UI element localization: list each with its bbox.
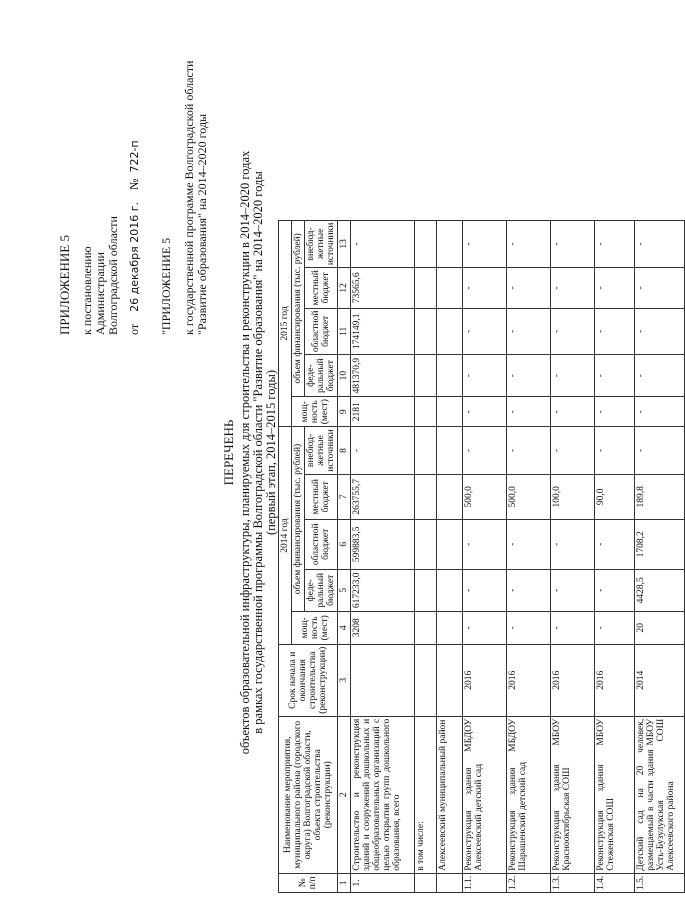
object-name: Строительство и реконструкция зданий и сооружений дошкольных и общеобразовательных организаций с целью открытия групп дошкольного образования, всего [351,716,415,873]
value-cell: - [507,427,551,474]
construction-term: 2016 [463,644,507,716]
value-cell [437,611,463,644]
value-cell: - [551,355,595,397]
value-cell: 189,8 [635,474,685,519]
value-cell: - [595,268,635,308]
column-number: 3 [338,644,351,716]
value-cell: 500,0 [507,474,551,519]
date-line: от 26 декабря 2016 г. № 722-п [127,140,141,335]
column-number: 5 [338,569,351,611]
value-cell: - [595,397,635,427]
regional-header: областной бюджет [305,519,338,569]
value-cell: - [507,220,551,267]
object-name: Реконструкция здания МБДОУ Шарашенский детский сад [507,716,551,873]
program-name: "Развитие образования" на 2014–2020 годы [195,113,209,335]
table-body [351,220,685,892]
value-cell: 4428,5 [635,569,685,611]
objects-table [278,220,685,893]
value-cell: - [463,569,507,611]
value-cell [437,220,463,267]
regional-header: областной бюджет [305,308,338,355]
program-header [160,61,209,335]
row-number [415,873,437,892]
table-row [463,220,507,892]
decree-line: к постановлению [80,246,94,335]
object-name: Алексеевский муниципальный район [437,716,463,873]
capacity-header: мощ-ность (мест) [292,611,338,644]
row-number: 1. [351,873,415,892]
value-cell: - [507,569,551,611]
value-cell [415,397,437,427]
value-cell: - [595,611,635,644]
value-cell: 90,0 [595,474,635,519]
funding-header: объем финансирования (тыс. рублей) [292,220,305,396]
program-line: к государственной программе Волгоградской области [182,60,196,335]
value-cell: - [595,519,635,569]
construction-term: 2016 [595,644,635,716]
appendix-label: ПРИЛОЖЕНИЕ 5 [57,235,72,335]
value-cell: - [463,355,507,397]
value-cell [437,427,463,474]
column-number: 11 [338,308,351,355]
value-cell: - [551,268,595,308]
col-term-header: Срок начала и окончания строительства (реконструкции) [279,644,338,716]
column-number: 6 [338,519,351,569]
value-cell [415,268,437,308]
value-cell: - [551,427,595,474]
object-name: Реконструкция здания МБОУ Стеженская СОШ [595,716,635,873]
value-cell: - [351,427,415,474]
value-cell: - [635,268,685,308]
value-cell: - [463,611,507,644]
value-cell: 481370,9 [351,355,415,397]
value-cell [415,308,437,355]
value-cell: - [507,268,551,308]
value-cell [437,308,463,355]
construction-term: 2016 [551,644,595,716]
table-row [551,220,595,892]
value-cell: - [595,427,635,474]
value-cell: - [351,220,415,267]
value-cell: - [551,519,595,569]
construction-term: 2016 [507,644,551,716]
value-cell: - [551,397,595,427]
approval-header [58,140,141,335]
value-cell: - [463,427,507,474]
value-cell: - [595,308,635,355]
value-cell [437,397,463,427]
document-title [222,0,278,905]
value-cell: 3208 [351,611,415,644]
year-2015-header: 2015 год [279,220,292,427]
table-row [507,220,551,892]
value-cell: - [463,220,507,267]
extrabudget-header: внебюд-жетные источники [305,427,338,474]
value-cell: 100,0 [551,474,595,519]
title-line-2: в рамках государственной программы Волгоградской области "Развитие образования" на 2014–2020 годы [251,171,265,734]
value-cell [415,474,437,519]
decree-number: 722-п [128,140,141,173]
construction-term [437,644,463,716]
value-cell: - [635,308,685,355]
value-cell: - [463,268,507,308]
title-line-3: (первый этап, 2014–2015 годы) [264,369,278,536]
local-header: местный бюджет [305,268,338,308]
region-line: Волгоградской области [106,216,120,335]
object-name: Реконструкция здания МБОУ Краснооктябрьская СОШ [551,716,595,873]
local-header: местный бюджет [305,474,338,519]
value-cell: - [463,397,507,427]
value-cell: - [507,611,551,644]
construction-term [415,644,437,716]
federal-header: феде-ральный бюджет [305,569,338,611]
value-cell: 263755,7 [351,474,415,519]
value-cell [437,569,463,611]
value-cell [415,611,437,644]
funding-header: объем финансирования (тыс. рублей) [292,427,305,611]
value-cell [415,220,437,267]
column-number: 2 [338,716,351,873]
value-cell: - [507,308,551,355]
object-name: в том числе: [415,716,437,873]
value-cell: - [635,397,685,427]
value-cell [415,519,437,569]
value-cell: - [595,569,635,611]
value-cell: - [595,355,635,397]
value-cell [415,569,437,611]
value-cell: - [551,611,595,644]
row-number: 1.5. [635,873,685,892]
table-row [635,220,685,892]
value-cell: 73565,6 [351,268,415,308]
row-number: 1.4. [595,873,635,892]
column-number: 13 [338,220,351,267]
capacity-header: мощ-ность (мест) [292,397,338,427]
column-numbers-row [338,220,351,892]
value-cell [415,427,437,474]
value-cell: - [507,355,551,397]
value-cell: - [507,397,551,427]
value-cell: - [551,569,595,611]
value-cell: - [463,308,507,355]
value-cell [437,268,463,308]
value-cell: - [595,220,635,267]
value-cell: 599883,5 [351,519,415,569]
year-2014-header: 2014 год [279,427,292,644]
object-name: Реконструкция здания МБДОУ Алексеевский детский сад [463,716,507,873]
construction-term [351,644,415,716]
column-number: 8 [338,427,351,474]
value-cell [437,519,463,569]
administration-line: Администрации [93,252,107,335]
object-name: Детский сад на 20 человек, размещаемый в части здания МБОУ Усть-Бузулукская СОШ Алексеевского района [635,716,685,873]
federal-header: феде-ральный бюджет [305,355,338,397]
row-number [437,873,463,892]
extrabudget-header: внебюд-жетные источники [305,220,338,267]
value-cell: 1708,2 [635,519,685,569]
value-cell: 2181 [351,397,415,427]
column-number: 9 [338,397,351,427]
column-number: 10 [338,355,351,397]
value-cell: - [635,355,685,397]
title-line-1: объектов образовательной инфраструктуры, планируемых для строительства и реконструкции в 2014–2020 годах [238,150,252,755]
table-row [415,220,437,892]
row-number: 1.2. [507,873,551,892]
table-row [595,220,635,892]
col-name-header: Наименование мероприятия, муниципального района (городского округа) Волгоградской области, объекта строительства (реконструкции) [279,716,338,873]
column-number: 1 [338,873,351,892]
value-cell [415,355,437,397]
column-number: 4 [338,611,351,644]
table-row [351,220,415,892]
title-heading: ПЕРЕЧЕНЬ [221,419,236,486]
value-cell: - [463,519,507,569]
decree-date: 26 декабря 2016 г. [128,202,141,312]
column-number: 7 [338,474,351,519]
col-num-header: № п/п [279,873,338,892]
row-number: 1.1. [463,873,507,892]
value-cell: - [507,519,551,569]
program-appendix: "ПРИЛОЖЕНИЕ 5 [159,237,173,335]
value-cell: - [551,308,595,355]
value-cell [437,474,463,519]
value-cell: 500,0 [463,474,507,519]
value-cell: - [635,220,685,267]
value-cell [437,355,463,397]
value-cell: 617233,0 [351,569,415,611]
table-row [437,220,463,892]
table-header-row [279,220,292,892]
value-cell: - [551,220,595,267]
column-number: 12 [338,268,351,308]
value-cell: 174149,1 [351,308,415,355]
value-cell: 20 [635,611,685,644]
value-cell: - [635,427,685,474]
row-number: 1.3. [551,873,595,892]
construction-term: 2014 [635,644,685,716]
